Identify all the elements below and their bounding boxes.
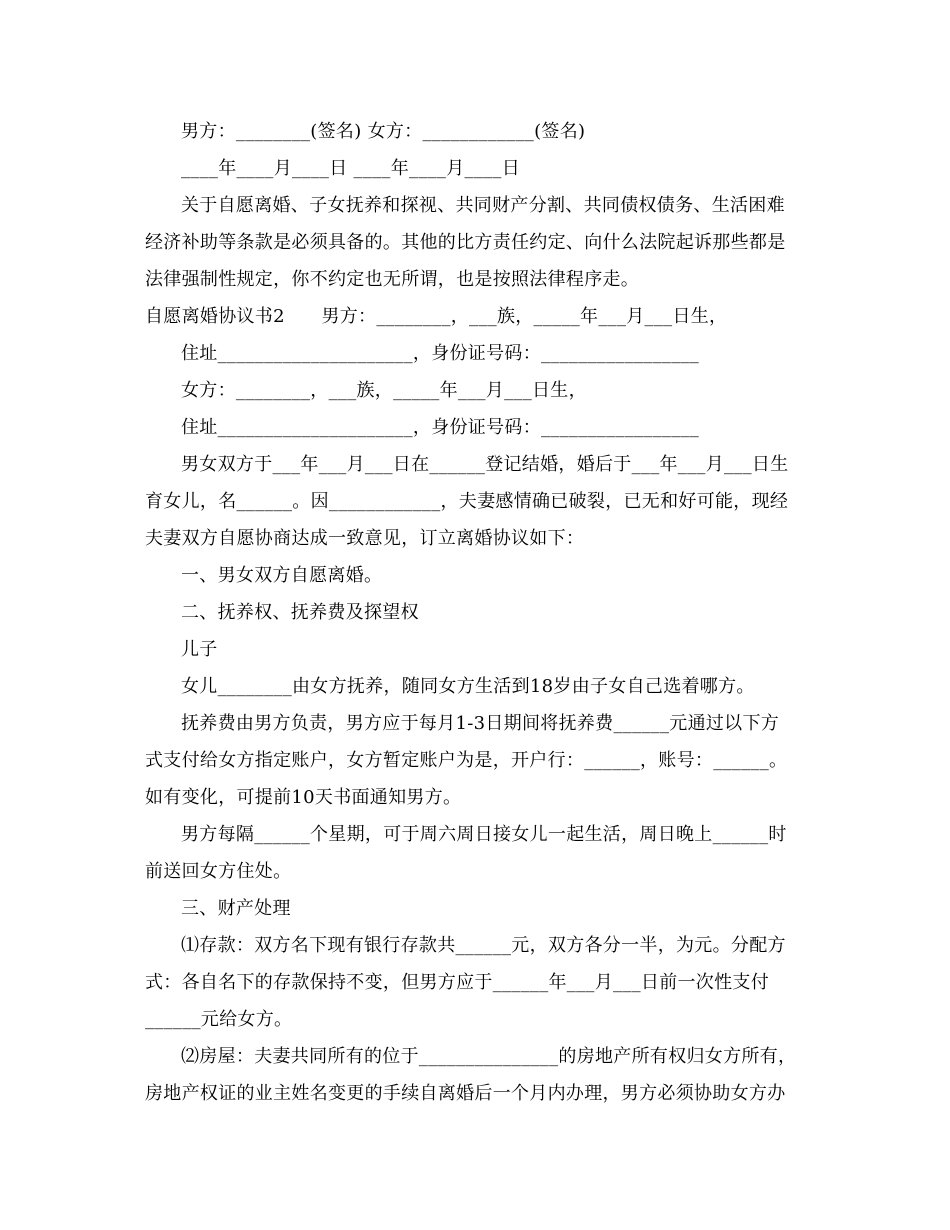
paragraph-line: 男方每隔______个星期，可于周六周日接女儿一起生活，周日晚上______时 [181,824,787,845]
paragraph-line: 房地产权证的业主姓名变更的手续自离婚后一个月内办理，男方必须协助女方办 [145,1083,786,1104]
paragraph-line: 经济补助等条款是必须具备的。其他的比方责任约定、向什么法院起诉那些都是 [145,232,786,253]
signature-line: 男方：________(签名) 女方：____________(签名) [181,121,586,142]
paragraph-line: 女儿________由女方抚养，随同女方生活到18岁由子女自己选着哪方。 [181,676,755,697]
section-heading: 一、男女双方自愿离婚。 [181,565,383,586]
paragraph-line: ⑵房屋：夫妻共同所有的位于_______________的房地产所有权归女方所有， [181,1046,797,1067]
paragraph-line: 育女儿，名______。因____________，夫妻感情确已破裂，已无和好可能，现经 [145,491,789,512]
paragraph-line: 式支付给女方指定账户，女方暂定账户为是，开户行：______，账号：______。 [145,750,788,771]
paragraph-line: 法律强制性规定，你不约定也无所谓，也是按照法律程序走。 [145,269,640,290]
address-id-line: 住址_____________________，身份证号码：_________________ [181,417,700,438]
paragraph-line: 式：各自名下的存款保持不变，但男方应于______年___月___日前一次性支付 [145,972,769,993]
agreement-title-line: 自愿离婚协议书2 男方：________，___族，_____年___月___日生， [145,306,728,327]
date-line: ____年____月____日 ____年____月____日 [181,158,521,179]
paragraph-line: 关于自愿离婚、子女抚养和探视、共同财产分割、共同债权债务、生活困难 [181,195,785,216]
section-heading: 三、财产处理 [181,898,291,919]
paragraph-line: 男女双方于___年___月___日在______登记结婚，婚后于___年___月___日生 [181,454,789,475]
paragraph-line: 夫妻双方自愿协商达成一致意见，订立离婚协议如下： [145,528,585,549]
female-info-line: 女方：________，___族，_____年___月___日生， [181,380,587,401]
section-heading: 二、抚养权、抚养费及探望权 [181,602,419,623]
paragraph-line: ⑴存款：双方名下现有银行存款共______元，双方各分一半，为元。分配方 [181,935,786,956]
paragraph-line: 前送回女方住处。 [145,861,292,882]
paragraph-line: 抚养费由男方负责，男方应于每月1-3日期间将抚养费______元通过以下方 [181,713,780,734]
paragraph-line: ______元给女方。 [145,1009,293,1030]
paragraph-line: 如有变化，可提前10天书面通知男方。 [145,787,462,808]
paragraph-line: 儿子 [181,639,218,660]
address-id-line: 住址_____________________，身份证号码：_________________ [181,343,700,364]
